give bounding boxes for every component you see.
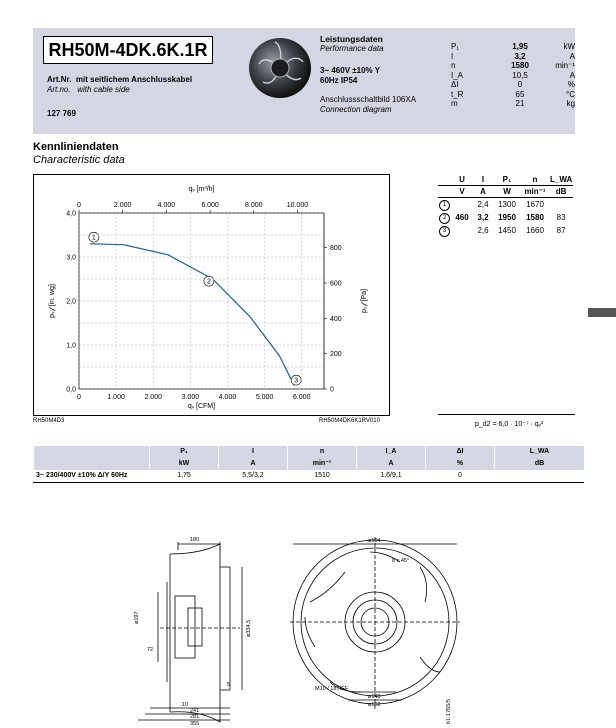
table-cell: % bbox=[426, 458, 495, 470]
formula-line bbox=[438, 414, 575, 415]
artno-value: with cable side bbox=[77, 85, 130, 94]
param-value: 10,5 bbox=[512, 70, 528, 80]
x-tick-label: 0 bbox=[77, 394, 81, 401]
table-row bbox=[34, 470, 585, 483]
right-tick-label: 0 bbox=[330, 386, 334, 394]
sound: 83 bbox=[556, 213, 566, 222]
table-cell: U bbox=[459, 175, 465, 184]
table-cell bbox=[438, 186, 451, 198]
power: 1450 bbox=[498, 226, 516, 235]
table-row bbox=[438, 174, 573, 186]
freq-ip-spec: 60Hz IP54 bbox=[320, 76, 358, 85]
speed: 1660 bbox=[526, 226, 544, 235]
dim-197: ø197 bbox=[134, 611, 140, 624]
param-symbol: P₁ bbox=[451, 42, 460, 51]
param-symbol: ΔI bbox=[451, 80, 459, 89]
speed: 1580 bbox=[526, 213, 544, 222]
y-tick-label: 0,0 bbox=[66, 386, 76, 394]
right-tick-label: 800 bbox=[330, 245, 342, 253]
dim-10: 10 bbox=[182, 702, 189, 708]
dim-8x45: 8 x 45° bbox=[392, 558, 410, 564]
table-cell: I_A bbox=[357, 446, 426, 458]
y-tick-label: 3,0 bbox=[66, 254, 76, 262]
x-tick-label: 2.000 bbox=[144, 394, 163, 401]
table-cell: A bbox=[357, 458, 426, 470]
dimension-drawings bbox=[130, 532, 460, 728]
table-cell: P₁ bbox=[150, 446, 219, 458]
voltage bbox=[451, 198, 473, 212]
top-tick-label: 6.000 bbox=[201, 202, 219, 209]
dim-5: 5 bbox=[227, 682, 231, 688]
param-row bbox=[451, 42, 575, 52]
performance-block bbox=[320, 34, 416, 115]
param-value: 0 bbox=[517, 80, 523, 89]
x-tick-label: 3.000 bbox=[181, 394, 200, 401]
param-unit: A bbox=[569, 51, 575, 61]
drawing-ref: KL 1765/5 bbox=[446, 699, 452, 724]
table-row bbox=[438, 211, 573, 224]
table-cell: 1,75 bbox=[150, 470, 219, 483]
table-row bbox=[438, 198, 573, 212]
table-cell: kW bbox=[150, 458, 219, 470]
dim-241: 241 bbox=[190, 708, 200, 714]
top-tick-label: 0 bbox=[77, 202, 81, 209]
param-value: 1,95 bbox=[512, 42, 528, 51]
perf-title: Leistungsdaten bbox=[320, 34, 383, 44]
param-row bbox=[451, 61, 575, 71]
dim-140: ø140 bbox=[368, 694, 381, 700]
curve-marker-label: 2 bbox=[206, 278, 211, 286]
page-edge-mark bbox=[588, 308, 616, 317]
top-tick-label: 2.000 bbox=[113, 202, 132, 209]
voltage-spec: 3~ 460V ±10% Y bbox=[320, 66, 381, 75]
power: 1300 bbox=[498, 200, 516, 209]
voltage: 460 bbox=[455, 213, 469, 222]
section-title: Kennliniendaten bbox=[33, 141, 119, 153]
x-tick-label: 6.000 bbox=[292, 394, 311, 401]
table-cell bbox=[495, 470, 585, 483]
top-axis-label: qᵥ [m³/h] bbox=[188, 186, 215, 193]
voltage bbox=[451, 224, 473, 237]
point-id bbox=[438, 198, 451, 212]
power: 1950 bbox=[498, 213, 516, 222]
header-panel bbox=[33, 28, 575, 134]
param-value: 1580 bbox=[511, 61, 529, 70]
x-tick-label: 1.000 bbox=[107, 394, 125, 401]
param-unit: % bbox=[567, 80, 575, 89]
sound: 87 bbox=[556, 226, 566, 235]
param-row bbox=[451, 52, 575, 62]
table-cell: ΔI bbox=[426, 446, 495, 458]
current: 2,4 bbox=[477, 200, 489, 209]
param-unit: kg bbox=[566, 99, 575, 108]
dim-3345: ø334,5 bbox=[246, 619, 252, 637]
dim-281: 281 bbox=[190, 714, 200, 720]
param-unit: A bbox=[569, 70, 575, 80]
table-cell: 5,5/3,2 bbox=[219, 470, 288, 483]
top-tick-label: 8.000 bbox=[245, 202, 263, 209]
table-cell: P₁ bbox=[502, 175, 512, 184]
current: 2,6 bbox=[477, 226, 489, 235]
table-cell: A bbox=[219, 458, 288, 470]
fan-image-icon bbox=[245, 32, 315, 102]
table-cell: n bbox=[288, 446, 357, 458]
table-cell: V bbox=[459, 187, 465, 196]
article-info bbox=[47, 75, 192, 95]
top-tick-label: 4.000 bbox=[157, 202, 176, 209]
y-tick-label: 2,0 bbox=[66, 298, 76, 306]
param-symbol: m bbox=[451, 99, 458, 108]
dim-180: 180 bbox=[190, 537, 200, 543]
artno-label: Art.no. bbox=[47, 85, 71, 94]
param-unit: °C bbox=[566, 89, 575, 99]
param-row bbox=[451, 90, 575, 100]
perf-subtitle: Performance data bbox=[320, 44, 384, 53]
right-tick-label: 200 bbox=[330, 351, 342, 359]
chart-caption-right: RH50M4DK6K1RV010 bbox=[319, 418, 380, 424]
param-unit: kW bbox=[563, 42, 575, 51]
table-cell: L_WA bbox=[495, 446, 585, 458]
y-axis-label: pₛ𝒻 [in. wg] bbox=[49, 284, 56, 318]
point-id bbox=[438, 211, 451, 224]
dim-355: 355 bbox=[190, 721, 200, 727]
param-value: 65 bbox=[515, 89, 525, 99]
x-tick-label: 5.000 bbox=[255, 394, 274, 401]
table-cell bbox=[438, 174, 451, 186]
table-cell: 0 bbox=[426, 470, 495, 483]
table-cell: 1510 bbox=[288, 470, 357, 483]
top-tick-label: 10.000 bbox=[286, 202, 309, 209]
table-cell: A bbox=[480, 187, 486, 196]
table-cell: I bbox=[481, 175, 485, 184]
table-cell bbox=[34, 446, 150, 458]
x-axis-label: qᵥ [CFM] bbox=[187, 403, 216, 410]
series-line bbox=[90, 244, 294, 386]
table-row bbox=[438, 224, 573, 237]
model-title: RH50M-4DK.6K.1R bbox=[43, 36, 213, 64]
right-axis-label: pₛ𝒻 [Pa] bbox=[361, 288, 368, 314]
right-tick-label: 400 bbox=[330, 315, 342, 323]
connection-en: Connection diagram bbox=[320, 105, 392, 114]
point-marker-icon: 1 bbox=[439, 200, 450, 211]
table-cell: L_WA bbox=[550, 175, 573, 184]
param-symbol: I bbox=[451, 51, 454, 61]
param-value: 3,2 bbox=[514, 51, 526, 61]
param-unit: min⁻¹ bbox=[555, 61, 575, 70]
x-tick-label: 4.000 bbox=[218, 394, 237, 401]
chart-svg bbox=[34, 175, 389, 415]
characteristic-chart bbox=[33, 174, 390, 416]
article-id: 127 769 bbox=[47, 109, 76, 118]
curve-marker-label: 3 bbox=[294, 377, 299, 385]
current: 3,2 bbox=[477, 213, 489, 222]
table-cell: I bbox=[219, 446, 288, 458]
point-id bbox=[438, 224, 451, 237]
y-tick-label: 1,0 bbox=[66, 342, 76, 350]
section-subtitle: Characteristic data bbox=[33, 154, 125, 166]
param-symbol: n bbox=[451, 61, 456, 70]
artnr-value: mit seitlichem Anschlusskabel bbox=[75, 75, 193, 84]
chart-caption-left: RH50M4D3 bbox=[33, 418, 65, 424]
y-tick-label: 4,0 bbox=[66, 210, 76, 218]
speed: 1670 bbox=[526, 200, 544, 209]
table-row bbox=[34, 458, 585, 470]
dim-m10: M10 / 18TIEF bbox=[315, 686, 349, 692]
param-row bbox=[451, 99, 575, 109]
param-value: 21 bbox=[515, 99, 525, 108]
right-tick-label: 600 bbox=[330, 280, 342, 288]
table-cell: dB bbox=[495, 458, 585, 470]
dim-504: ø504 bbox=[368, 538, 381, 544]
point-marker-icon: 3 bbox=[439, 226, 450, 237]
motor-data-table bbox=[33, 446, 584, 483]
param-symbol: I_A bbox=[451, 70, 464, 80]
dim-72: 72 bbox=[147, 647, 154, 653]
param-symbol: t_R bbox=[451, 89, 464, 99]
table-cell: min⁻¹ bbox=[524, 187, 546, 196]
formula-text: p_d2 = 6,0 · 10⁻⁷ · qᵥ² bbox=[475, 421, 544, 428]
param-row bbox=[451, 71, 575, 81]
operating-points-table bbox=[438, 174, 573, 237]
table-cell: dB bbox=[555, 187, 567, 196]
dim-162: ø162 bbox=[368, 702, 381, 708]
param-row bbox=[451, 80, 575, 90]
table-cell: W bbox=[503, 187, 511, 196]
table-cell: n bbox=[532, 175, 538, 184]
table-cell: 3~ 230/400V ±10% Δ/Y 60Hz bbox=[34, 470, 150, 483]
artnr-label: Art.Nr. bbox=[47, 75, 72, 84]
table-cell bbox=[34, 458, 150, 470]
table-row bbox=[438, 186, 573, 198]
curve-marker-label: 1 bbox=[91, 234, 96, 242]
table-cell: 1,6/9,1 bbox=[357, 470, 426, 483]
connection-de: Anschlussschaltbild 106XA bbox=[320, 95, 417, 104]
point-marker-icon: 2 bbox=[439, 213, 450, 224]
table-row bbox=[34, 446, 585, 458]
param-table bbox=[451, 42, 575, 109]
sound bbox=[549, 198, 573, 212]
table-cell: min⁻¹ bbox=[288, 458, 357, 470]
